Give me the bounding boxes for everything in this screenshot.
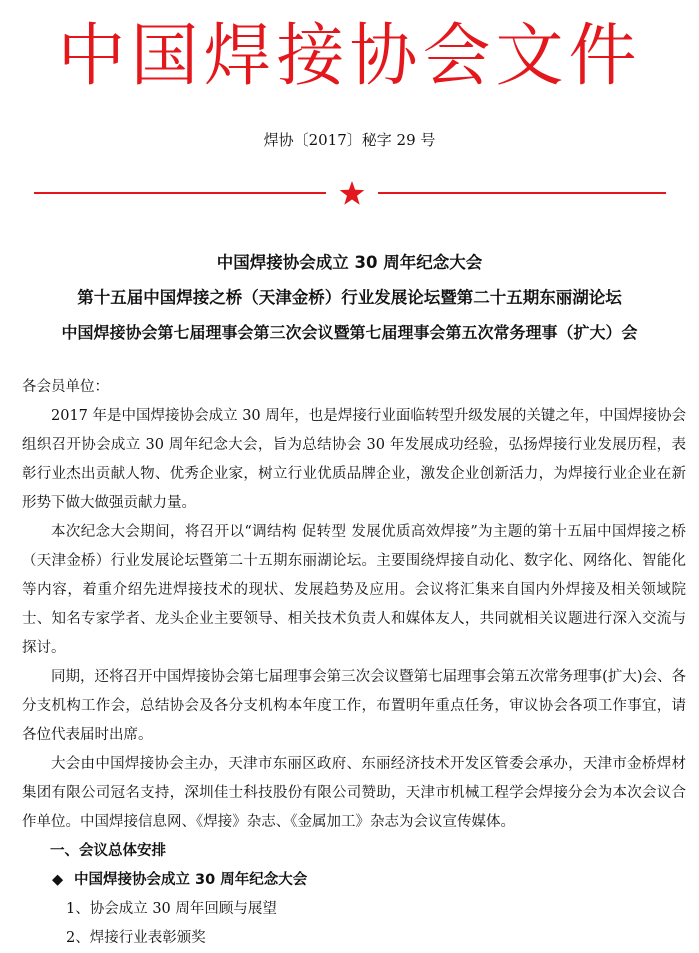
meeting-titles [0, 245, 699, 350]
salutation: 各会员单位： [22, 379, 109, 395]
paragraph-anniversary: 2017 年是中国焊接协会成立 30 周年，也是焊接行业面临转型升级发展的关键之年，中国焊接协会组织召开协会成立 30 周年纪念大会，旨为总结协会 30 年发展成功经验，弘扬焊接行业发展历程，表彰行业杰出贡献人物、优秀企业家，树立行业优质品牌企业，激发企业创新活力，为焊接行业企业在新形势下做大做强贡献力量。 [22, 408, 686, 511]
agenda-item-1: 1、协会成立 30 周年回顾与展望 [66, 901, 277, 917]
paragraph-forum: 本次纪念大会期间，将召开以“调结构 促转型 发展优质高效焊接”为主题的第十五届中国焊接之桥（天津金桥）行业发展论坛暨第二十五期东丽湖论坛。主要围绕焊接自动化、数字化、网络化、智能化等内容，着重介绍先进焊接技术的现状、发展趋势及应用。会议将汇集来自国内外焊接及相关领域院士、知名专家学者、龙头企业主要领导、相关技术负责人和媒体友人，共同就相关议题进行深入交流与探讨。 [22, 524, 686, 656]
star-icon [339, 181, 365, 206]
agenda-bullet [22, 866, 686, 895]
agenda-bullet-text: 中国焊接协会成立 30 周年纪念大会 [74, 872, 308, 888]
divider-line-right [378, 192, 666, 194]
meeting-title-2: 第十五届中国焊接之桥（天津金桥）行业发展论坛暨第二十五期东丽湖论坛 [77, 288, 622, 307]
paragraph-council: 同期，还将召开中国焊接协会第七届理事会第三次会议暨第七届理事会第五次常务理事(扩大)会、各分支机构工作会，总结协会及各分支机构本年度工作，布置明年重点任务，审议协会各项工作事宜，请各位代表届时出席。 [22, 669, 686, 743]
diamond-bullet-icon: ◆ [52, 872, 64, 888]
document-number: 焊协〔2017〕秘字 29 号 [263, 131, 436, 149]
section-heading: 一、会议总体安排 [50, 843, 166, 859]
meeting-title-1: 中国焊接协会成立 30 周年纪念大会 [216, 253, 483, 272]
document-masthead: 中国焊接协会文件 [57, 17, 642, 96]
agenda-item-2: 2、焊接行业表彰颁奖 [66, 930, 206, 946]
meeting-title-3: 中国焊接协会第七届理事会第三次会议暨第七届理事会第五次常务理事（扩大）会 [61, 323, 638, 342]
divider-line-left [34, 192, 326, 194]
paragraph-organizers: 大会由中国焊接协会主办，天津市东丽区政府、东丽经济技术开发区管委会承办，天津市金桥焊材集团有限公司冠名支持，深圳佳士科技股份有限公司赞助，天津市机械工程学会焊接分会为本次会议合作单位。中国焊接信息网、《焊接》杂志、《金属加工》杂志为会议宣传媒体。 [22, 756, 686, 830]
document-body [22, 373, 686, 953]
